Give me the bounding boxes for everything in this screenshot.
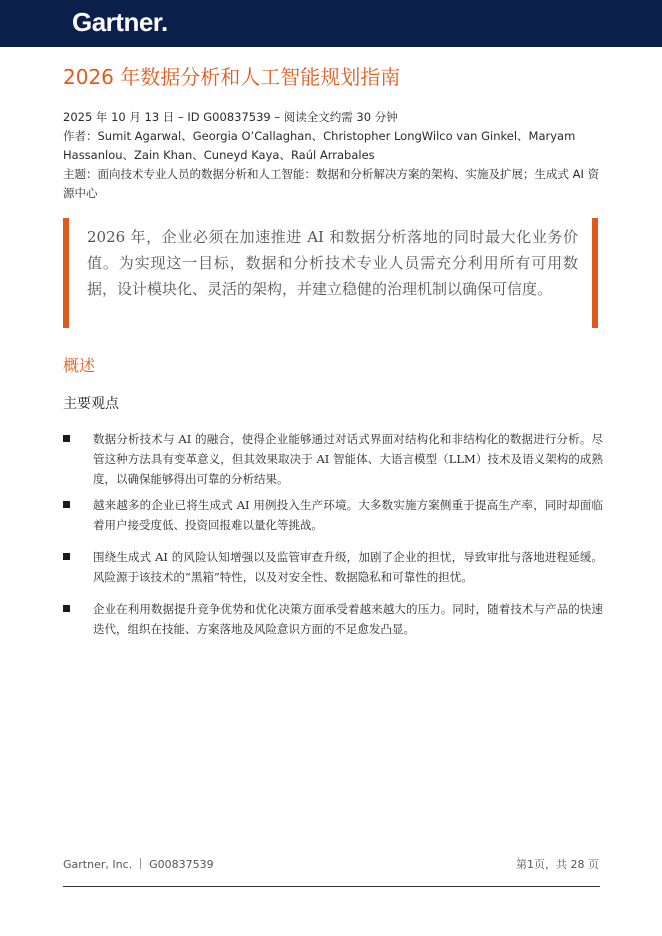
key-points-list xyxy=(63,429,603,641)
document-title: 2026 年数据分析和人工智能规划指南 xyxy=(63,65,401,89)
key-point-text: 围绕生成式 AI 的风险认知增强以及监管审查升级，加剧了企业的担忧，导致审批与落地进程延缓。风险源于该技术的“黑箱”特性，以及对安全性、数据隐私和可靠性的担忧。 xyxy=(93,550,603,584)
topics-line: 主题：面向技术专业人员的数据分析和人工智能：数据和分析解决方案的架构、实施及扩展；生成式 AI 资源中心 xyxy=(63,167,600,200)
sub-heading-key-points: 主要观点 xyxy=(63,396,119,412)
footer-page-number: 第1页，共 28 页 xyxy=(516,858,599,871)
square-bullet-icon xyxy=(63,605,70,612)
document-meta xyxy=(63,108,603,203)
list-item xyxy=(63,429,603,495)
footer-company: Gartner, Inc. xyxy=(63,858,133,871)
summary-callout xyxy=(63,218,598,328)
header-bar xyxy=(0,0,662,47)
footer-left xyxy=(63,857,214,873)
key-point-text: 企业在利用数据提升竞争优势和优化决策方面承受着越来越大的压力。同时，随着技术与产品的快速迭代，组织在技能、方案落地及风险意识方面的不足愈发凸显。 xyxy=(93,602,603,636)
footer-rule xyxy=(63,886,600,887)
square-bullet-icon xyxy=(63,553,70,560)
square-bullet-icon xyxy=(63,435,70,442)
list-item xyxy=(63,547,603,599)
square-bullet-icon xyxy=(63,501,70,508)
footer-divider xyxy=(140,858,141,869)
key-point-text: 越来越多的企业已将生成式 AI 用例投入生产环境。大多数实施方案侧重于提高生产率，同时却面临着用户接受度低、投资回报难以量化等挑战。 xyxy=(93,498,603,532)
summary-text: 2026 年，企业必须在加速推进 AI 和数据分析落地的同时最大化业务价值。为实现这一目标，数据和分析技术专业人员需充分利用所有可用数据，设计模块化、灵活的架构，并建立稳健的治理机制以确保可信度。 xyxy=(87,228,578,298)
date-id-line: 2025 年 10 月 13 日 – ID G00837539 – 阅读全文约需 30 分钟 xyxy=(63,110,398,124)
gartner-logo: Gartner. xyxy=(72,7,168,37)
list-item xyxy=(63,495,603,547)
section-heading-overview: 概述 xyxy=(63,356,96,375)
list-item xyxy=(63,599,603,641)
authors-line: 作者：Sumit Agarwal、Georgia O’Callaghan、Christopher LongWilco van Ginkel、Maryam Hassanlou、Zain Khan、Cuneyd Kaya、Raúl Arrabales xyxy=(63,129,576,162)
key-point-text: 数据分析技术与 AI 的融合，使得企业能够通过对话式界面对结构化和非结构化的数据进行分析。尽管这种方法具有变革意义，但其效果取决于 AI 智能体、大语言模型（LLM）技术及语义架构的成熟度，以确保能够得出可靠的分析结果。 xyxy=(93,432,603,486)
footer-doc-id: G00837539 xyxy=(149,858,214,871)
